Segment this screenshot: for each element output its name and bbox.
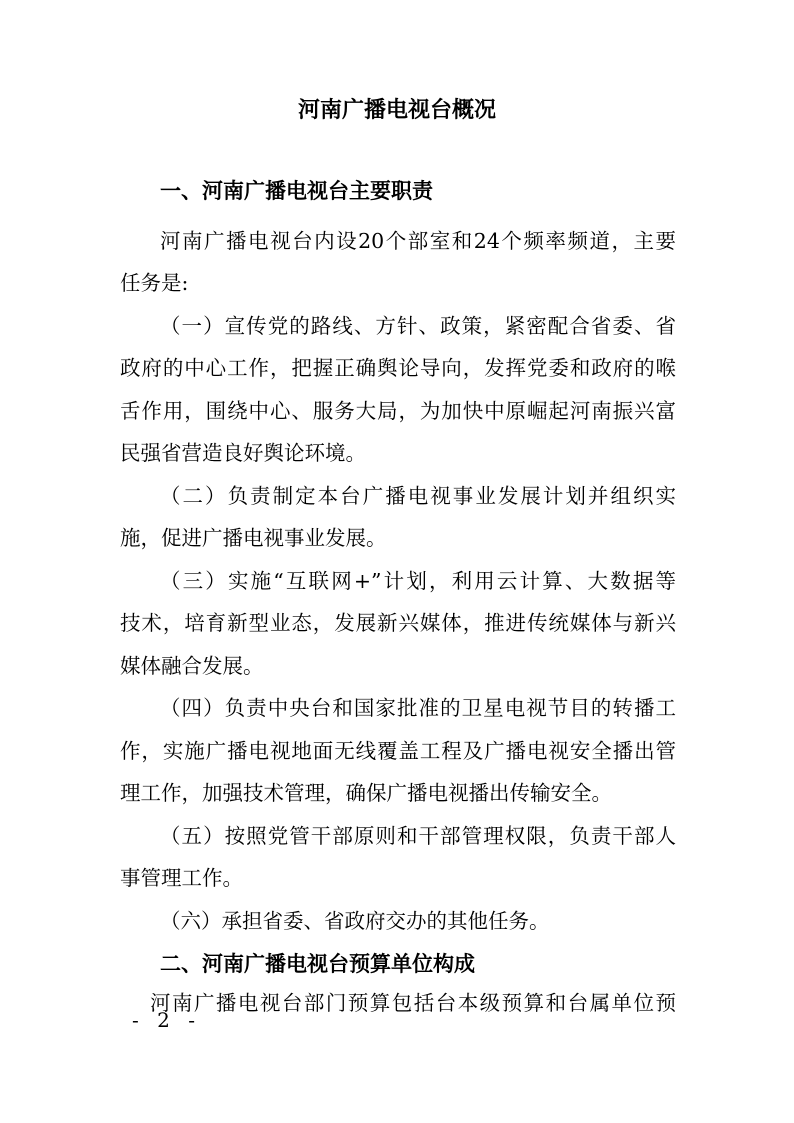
section-2-heading: 二、河南广播电视台预算单位构成: [160, 952, 475, 976]
item-3-line-3: 媒体融合发展。: [120, 654, 264, 678]
item-4-line-3: 理工作，加强技术管理，确保广播电视播出传输安全。: [120, 781, 612, 805]
item-4-line-2: 作，实施广播电视地面无线覆盖工程及广播电视安全播出管: [120, 739, 676, 763]
page-number: - 2 -: [132, 1008, 201, 1032]
section-1-intro-line-2: 任务是:: [120, 271, 189, 295]
item-1-line-2: 政府的中心工作，把握正确舆论导向，发挥党委和政府的喉: [120, 356, 676, 380]
item-1-line-3: 舌作用，围绕中心、服务大局，为加快中原崛起河南振兴富: [120, 399, 676, 423]
item-2-line-1: （二）负责制定本台广播电视事业发展计划并组织实: [160, 484, 676, 508]
item-4-line-1: （四）负责中央台和国家批准的卫星电视节目的转播工: [160, 696, 676, 720]
item-2-line-2: 施，促进广播电视事业发展。: [120, 526, 387, 550]
section-2-intro-line-1: 河南广播电视台部门预算包括台本级预算和台属单位预: [150, 991, 676, 1015]
item-3-line-1: （三）实施“互联网+”计划，利用云计算、大数据等: [160, 569, 676, 593]
item-5-line-1: （五）按照党管干部原则和干部管理权限，负责干部人: [160, 824, 676, 848]
item-1-line-4: 民强省营造良好舆论环境。: [120, 441, 366, 465]
item-6-line-1: （六）承担省委、省政府交办的其他任务。: [160, 909, 550, 933]
item-1-line-1: （一）宣传党的路线、方针、政策，紧密配合省委、省: [160, 314, 676, 338]
page-title: 河南广播电视台概况: [297, 98, 496, 123]
section-1-intro-line-1: 河南广播电视台内设20个部室和24个频率频道，主要: [160, 229, 676, 253]
item-3-line-2: 技术，培育新型业态，发展新兴媒体，推进传统媒体与新兴: [120, 611, 676, 635]
item-5-line-2: 事管理工作。: [120, 866, 243, 890]
section-1-heading: 一、河南广播电视台主要职责: [160, 179, 433, 203]
